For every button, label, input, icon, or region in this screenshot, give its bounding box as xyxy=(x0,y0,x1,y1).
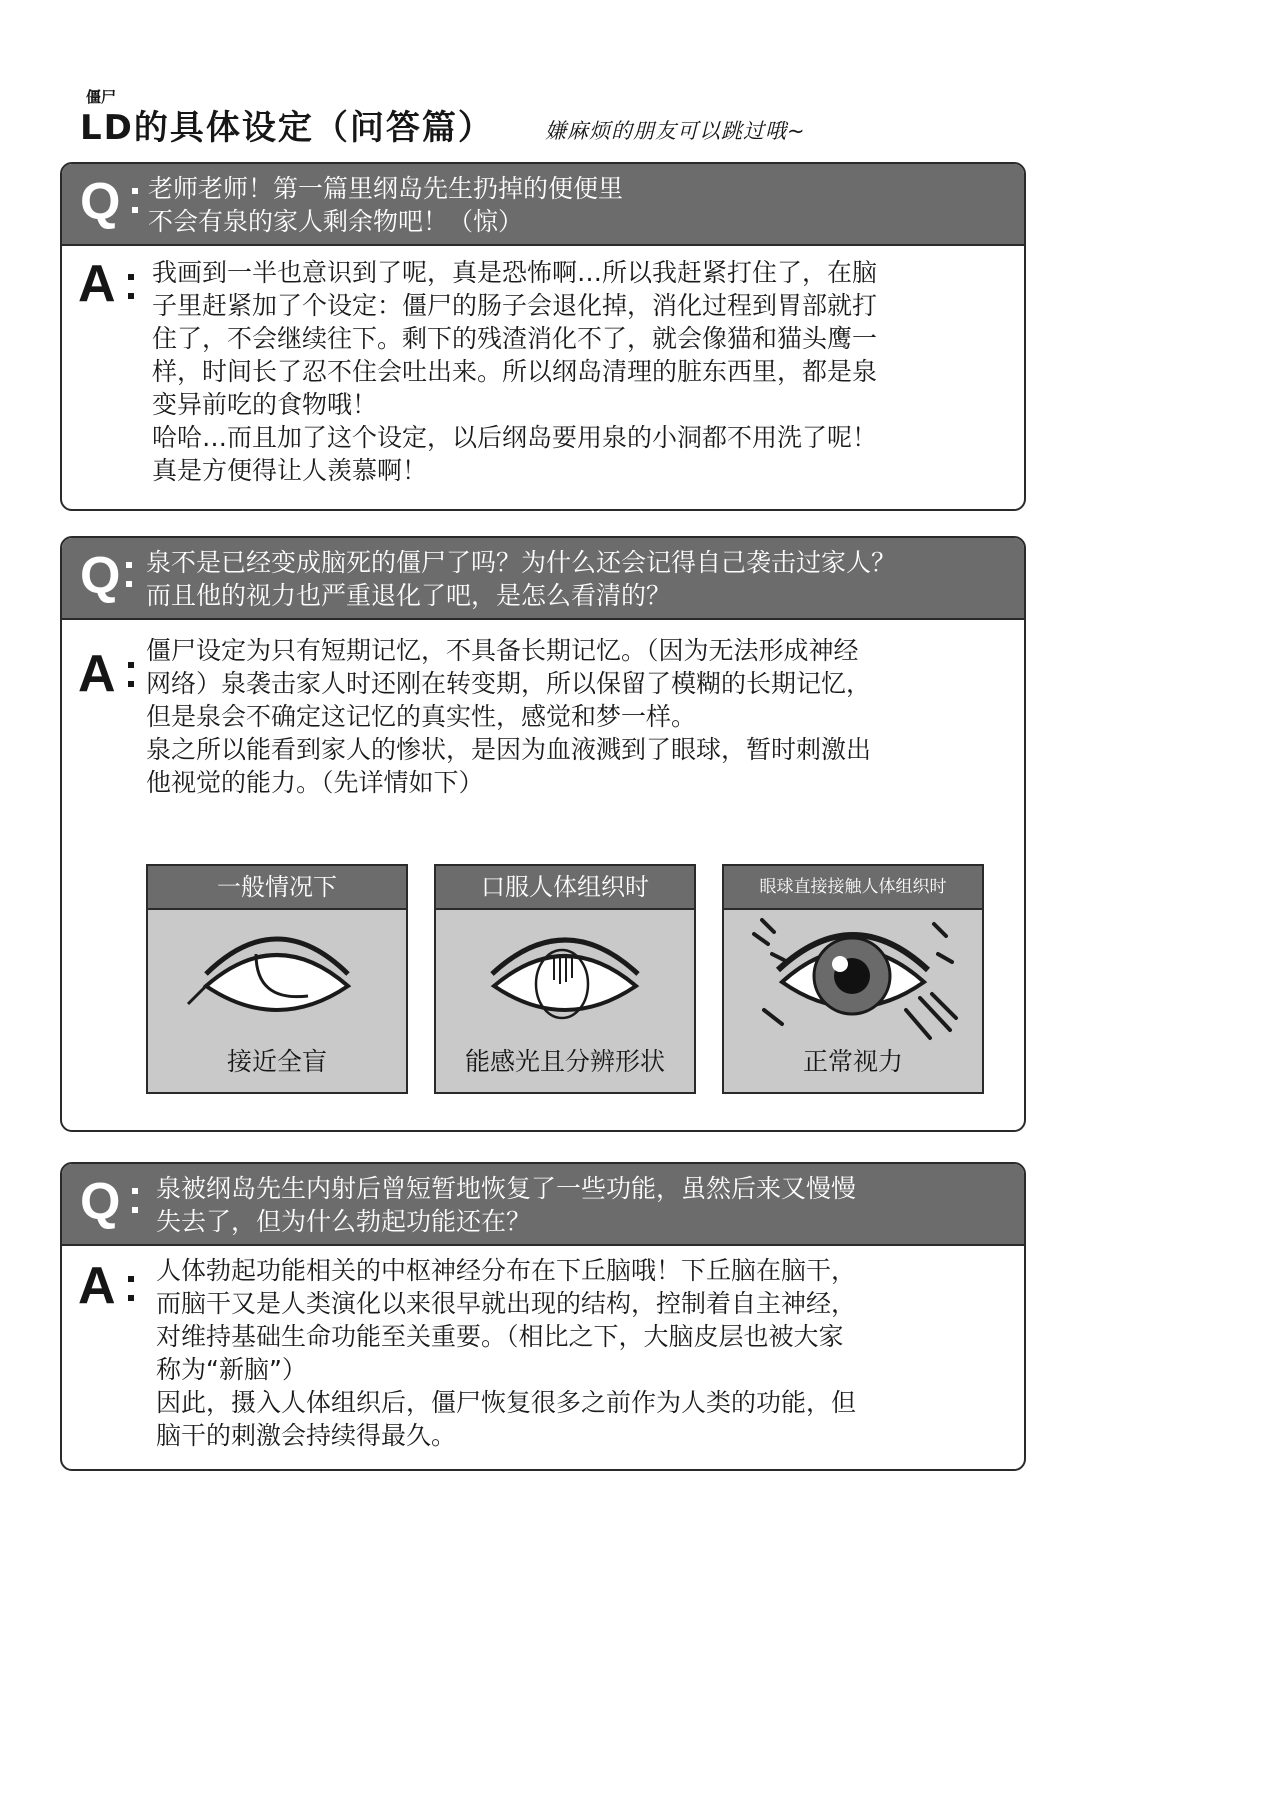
question-bar xyxy=(62,538,1024,620)
vision-card-caption: 接近全盲 xyxy=(226,1047,327,1076)
blind-eye-icon xyxy=(148,914,406,1044)
colon-icon xyxy=(132,188,138,226)
question-text: 泉不是已经变成脑死的僵尸了吗？为什么还会记得自己袭击过家人？ 而且他的视力也严重退化了吧，是怎么看清的？ xyxy=(146,548,897,610)
vision-card-caption: 能感光且分辨形状 xyxy=(464,1047,665,1076)
vision-card-normal xyxy=(722,864,984,1094)
answer-text: 僵尸设定为只有短期记忆，不具备长期记忆。（因为无法形成神经 网络）泉袭击家人时还刚在转变期，所以保留了模糊的长期记忆， 但是泉会不确定这记忆的真实性，感觉和梦一样。 泉之所以能看到家人的惨状，是因为血液溅到了眼球，暂时刺激出 他视觉的能力。（先详情如下） xyxy=(146,636,872,797)
title-ruby: 僵尸 xyxy=(86,88,117,106)
qa-panel-3 xyxy=(60,1162,1026,1471)
vision-card-header: 口服人体组织时 xyxy=(436,866,694,910)
vision-card-partial xyxy=(434,864,696,1094)
a-marker: A xyxy=(78,645,116,703)
answer-text: 我画到一半也意识到了呢，真是恐怖啊…所以我赶紧打住了，在脑 子里赶紧加了个设定：僵尸的肠子会退化掉，消化过程到胃部就打 住了，不会继续往下。剩下的残渣消化不了，就会像猫和猫头鹰一 样，时间长了忍不住会吐出来。所以纲岛清理的脏东西里，都是泉 变异前吃的食物哦！ 哈哈…而且加了这个设定，以后纲岛要用泉的小洞都不用洗了呢！ 真是方便得让人羡慕啊！ xyxy=(152,258,878,485)
question-text: 泉被纲岛先生内射后曾短暂地恢复了一些功能，虽然后来又慢慢 失去了，但为什么勃起功能还在？ xyxy=(156,1174,857,1236)
partial-sight-eye-icon xyxy=(436,914,694,1044)
colon-icon xyxy=(128,662,134,700)
q-marker: Q xyxy=(80,173,121,231)
vision-card-blind xyxy=(146,864,408,1094)
q-marker: Q xyxy=(80,1173,121,1231)
colon-icon xyxy=(126,562,132,600)
question-bar xyxy=(62,164,1024,246)
q-marker: Q xyxy=(80,547,121,605)
answer-text: 人体勃起功能相关的中枢神经分布在下丘脑哦！下丘脑在脑干， 而脑干又是人类演化以来很早就出现的结构，控制着自主神经， 对维持基础生命功能至关重要。（相比之下，大脑皮层也被大家 称为“新脑”） 因此，摄入人体组织后，僵尸恢复很多之前作为人类的功能，但 脑干的刺激会持续得最久。 xyxy=(156,1256,857,1450)
vision-card-header: 一般情况下 xyxy=(148,866,406,910)
page-title: LD的具体设定（问答篇） xyxy=(80,108,494,148)
vision-card-header: 眼球直接接触人体组织时 xyxy=(724,866,982,910)
colon-icon xyxy=(128,274,134,312)
qa-panel-1 xyxy=(60,162,1026,511)
question-text: 老师老师！第一篇里纲岛先生扔掉的便便里 不会有泉的家人剩余物吧！（惊） xyxy=(148,174,624,236)
colon-icon xyxy=(132,1188,138,1226)
a-marker: A xyxy=(78,255,116,313)
normal-eye-icon xyxy=(724,914,982,1044)
vision-card-caption: 正常视力 xyxy=(802,1047,903,1076)
page-subtitle: 嫌麻烦的朋友可以跳过哦~ xyxy=(545,119,806,143)
a-marker: A xyxy=(78,1257,116,1315)
colon-icon xyxy=(128,1276,134,1314)
question-bar xyxy=(62,1164,1024,1246)
